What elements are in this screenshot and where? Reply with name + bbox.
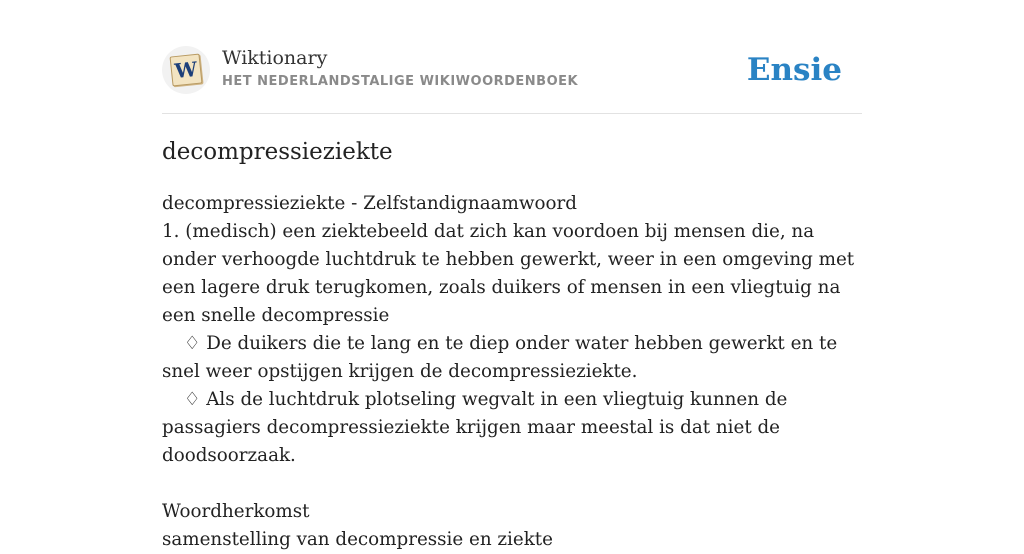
- example-sentence: ♢ De duikers die te lang en te diep onder water hebben gewerkt en te snel weer opstijgen krijgen de decompressieziekte.: [162, 333, 838, 382]
- page-title: decompressieziekte: [162, 139, 393, 165]
- wiktionary-logo-icon[interactable]: [162, 46, 210, 94]
- etymology-text: samenstelling van decompressie en ziekte: [162, 529, 553, 550]
- part-of-speech-line: decompressieziekte - Zelfstandignaamwoord: [162, 193, 577, 214]
- entry-content: [162, 190, 862, 554]
- logo-letter: W: [173, 56, 199, 84]
- section-spacer: [162, 470, 862, 498]
- etymology-heading: Woordherkomst: [162, 501, 310, 522]
- site-subtitle: HET NEDERLANDSTALIGE WIKIWOORDENBOEK: [222, 74, 579, 89]
- logo-tile: [170, 54, 203, 87]
- site-title[interactable]: Wiktionary: [222, 47, 328, 69]
- site-header: [162, 44, 862, 112]
- header-divider: [162, 113, 862, 114]
- ensie-brand-link[interactable]: Ensie: [746, 52, 842, 88]
- definition-text: 1. (medisch) een ziektebeeld dat zich kan voordoen bij mensen die, na onder verhoogde luchtdruk te hebben gewerkt, weer in een omgeving met een lagere druk terugkomen, zoals duikers of mensen in een vliegtuig na een snelle decompressie: [162, 221, 855, 326]
- example-sentence: ♢ Als de luchtdruk plotseling wegvalt in een vliegtuig kunnen de passagiers decompressieziekte krijgen maar meestal is dat niet de doodsoorzaak.: [162, 389, 788, 466]
